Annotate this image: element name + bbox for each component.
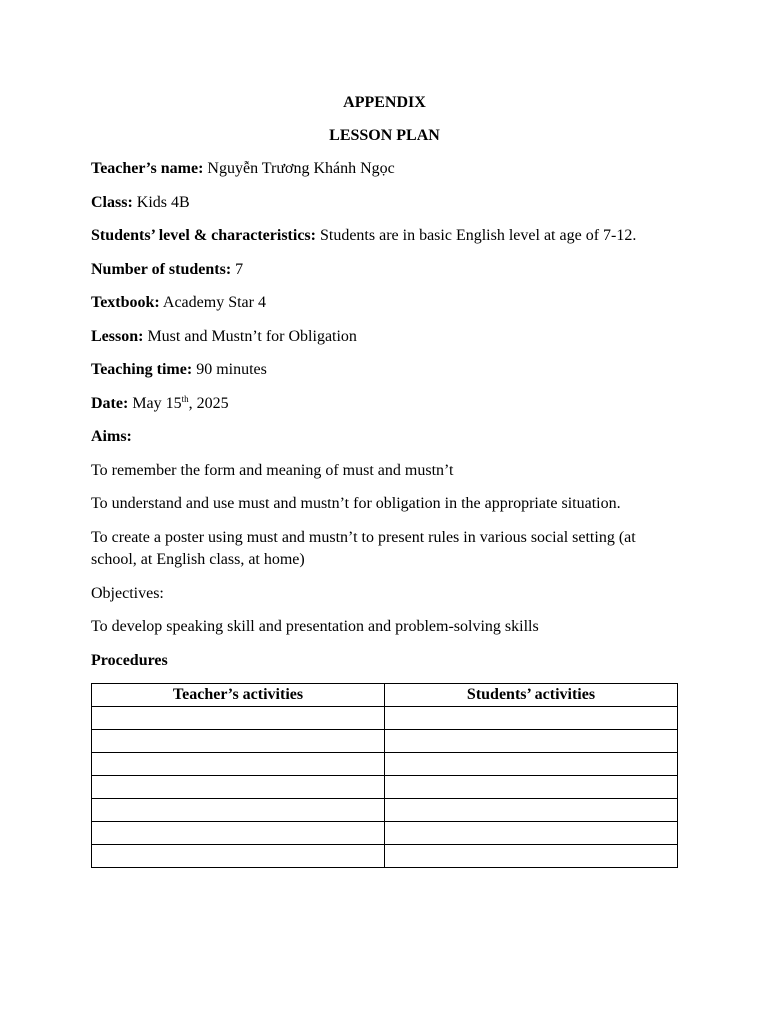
lesson-value: Must and Mustn’t for Obligation (143, 327, 357, 345)
date-label: Date: (91, 394, 129, 412)
aims-line (91, 426, 678, 449)
number-of-students-label: Number of students: (91, 260, 232, 278)
teacher-activities-header: Teacher’s activities (92, 684, 385, 707)
table-cell (92, 822, 385, 845)
table-row (92, 822, 678, 845)
aims-label: Aims: (91, 428, 132, 445)
lesson-plan-heading: LESSON PLAN (329, 127, 440, 144)
table-row (92, 753, 678, 776)
table-cell (92, 753, 385, 776)
table-row (92, 845, 678, 868)
table-cell (385, 730, 678, 753)
table-cell (385, 822, 678, 845)
teaching-time-line (91, 359, 678, 382)
textbook-label: Textbook: (91, 294, 160, 311)
aim-item: To understand and use must and mustn’t for obligation in the appropriate situation. (91, 495, 621, 512)
number-of-students-line (91, 259, 678, 282)
teacher-name-line (91, 158, 678, 181)
table-cell (385, 707, 678, 730)
table-cell (92, 776, 385, 799)
table-row (92, 707, 678, 730)
procedures-line (91, 650, 678, 673)
table-cell (92, 707, 385, 730)
table-cell (385, 799, 678, 822)
date-year: , 2025 (188, 394, 229, 412)
textbook-value: Academy Star 4 (159, 294, 266, 311)
table-cell (385, 753, 678, 776)
number-of-students-value: 7 (231, 260, 244, 278)
appendix-heading: APPENDIX (343, 94, 426, 111)
class-line (91, 192, 678, 215)
objectives-label: Objectives: (91, 584, 164, 602)
aim-item: To remember the form and meaning of must and mustn’t (91, 461, 454, 479)
teacher-name-value: Nguyễn Trương Khánh Ngọc (203, 160, 395, 177)
date-month-day: May 15 (128, 394, 182, 412)
table-cell (92, 799, 385, 822)
teaching-time-value: 90 minutes (192, 361, 267, 378)
objectives-text: To develop speaking skill and presentation and problem-solving skills (91, 618, 539, 635)
procedures-label: Procedures (91, 651, 168, 669)
table-cell (92, 730, 385, 753)
aim-item: To create a poster using must and mustn’t to present rules in various social setting (at school, at English class, at home) (91, 528, 636, 568)
students-level-label: Students’ level & characteristics: (91, 227, 316, 244)
table-cell (92, 845, 385, 868)
table-cell (385, 845, 678, 868)
lesson-label: Lesson: (91, 327, 144, 345)
document-page (91, 92, 678, 868)
teacher-name-label: Teacher’s name: (91, 160, 204, 177)
students-activities-header: Students’ activities (385, 684, 678, 707)
teaching-time-label: Teaching time: (91, 361, 193, 378)
date-ordinal-suffix: th (181, 393, 189, 404)
table-row (92, 776, 678, 799)
class-value: Kids 4B (132, 193, 190, 211)
table-cell (385, 776, 678, 799)
date-line (91, 393, 678, 416)
table-row (92, 730, 678, 753)
procedures-table (91, 683, 678, 868)
class-label: Class: (91, 193, 133, 211)
procedures-header-row (92, 684, 678, 707)
lesson-line (91, 326, 678, 349)
textbook-line (91, 292, 678, 315)
students-level-line (91, 225, 678, 248)
table-row (92, 799, 678, 822)
students-level-value: Students are in basic English level at age of 7-12. (315, 227, 637, 244)
